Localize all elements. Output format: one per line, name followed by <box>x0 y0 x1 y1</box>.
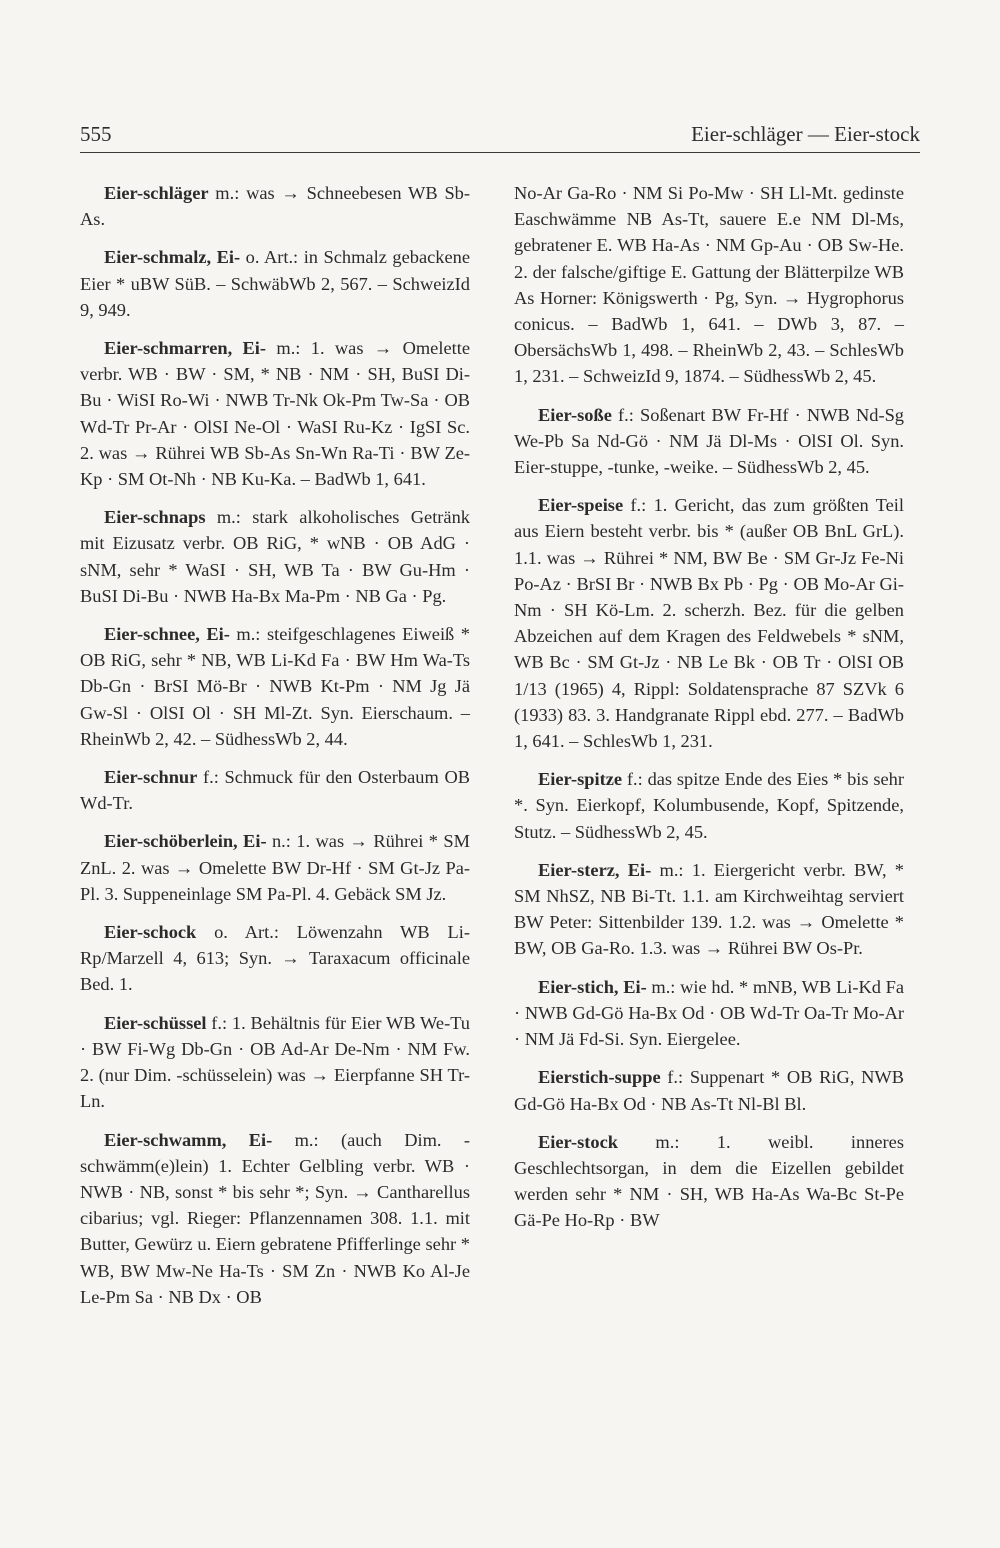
entry-lemma: Eier-schnur <box>104 767 198 788</box>
entry-text: m.: stark alkoholisches Getränk mit Eizusatz verbr. OB RiG, * wNB · OB AdG · sNM, sehr * WaSI · SH, WB Ta · BW Gu-Hm · BuSI Di-Bu · NWB Ha-Bx Ma-Pm · NB Ga · Pg. <box>80 507 470 606</box>
entry-lemma: Eier-schläger <box>104 183 209 203</box>
dictionary-entry <box>514 974 904 1053</box>
entry-lemma: Eier-schüssel <box>104 1012 207 1033</box>
entry-text: f.: 1. Behältnis für Eier WB We-Tu · BW Fi-Wg Db-Gn · OB Ad-Ar De-Nm · NM Fw. 2. (nur Dim. -schüsselein) was → Eierpfanne SH Tr-Ln. <box>80 1012 470 1112</box>
dictionary-entry <box>514 857 904 962</box>
entry-text: m.: 1. was → Omelette verbr. WB · BW · SM, * NB · NM · SH, BuSI Di-Bu · WiSI Ro-Wi · NWB Tr-Nk Ok-Pm Tw-Sa · OB Wd-Tr Pr-Ar · OlSI Ne-Ol · WaSI Ru-Kz · IgSI Sc. 2. was → Rührei WB Sb-As Sn-Wn Ra-Ti · BW Ze-Kp · SM Ot-Nh · NB Ku-Ka. – BadWb 1, 641. <box>80 338 470 490</box>
entry-lemma: Eier-schwamm, Ei- <box>104 1129 273 1150</box>
right-column <box>514 180 904 1246</box>
entry-text: f.: Schmuck für den Osterbaum OB Wd-Tr. <box>80 767 470 814</box>
dictionary-entry <box>80 1127 470 1310</box>
entry-text: m.: was → Schneebesen WB Sb-As. <box>80 183 470 230</box>
dictionary-entry <box>80 764 470 816</box>
entry-lemma: Eier-spitze <box>538 769 623 790</box>
dictionary-entry <box>80 180 470 232</box>
entry-lemma: Eier-soße <box>538 404 612 425</box>
entry-text: m.: (auch Dim. -schwämm(e)lein) 1. Echter Gelbling verbr. WB · NWB · NB, sonst * bis sehr *; Syn. → Cantharellus cibarius; vgl. Rieger: Pflanzennamen 308. 1.1. mit Butter, Gewürz u. Eiern gebratene Pfifferlinge sehr * WB, BW Mw-Ne Ha-Ts · SM Zn · NWB Ko Al-Je Le-Pm Sa · NB Dx · OB <box>80 1129 470 1307</box>
entry-text: f.: 1. Gericht, das zum größten Teil aus Eiern besteht verbr. bis * (außer OB BnL GrL). 1.1. was → Rührei * NM, BW Be · SM Gr-Jz Fe-Ni Po-Az · BrSI Br · NWB Bx Pb · Pg · OB Mo-Ar Gi-Nm · SH Kö-Lm. 2. scherzh. Bez. für die gelben Abzeichen auf dem Kragen des Feldwebels * sNM, WB Bc · SM Gt-Jz · NB Le Bk · OB Tr · OlSI OB 1/13 (1965) 4, Rippl: Soldatensprache 87 SZVk 6 (1933) 83. 3. Handgranate Rippl ebd. 277. – BadWb 1, 641. – SchlesWb 1, 231. <box>514 495 904 752</box>
dictionary-entry <box>514 402 904 481</box>
entry-lemma: Eier-schnee, Ei- <box>104 624 230 645</box>
entry-lemma: Eier-schmalz, Ei- <box>104 247 241 268</box>
entry-text: f.: Suppenart * OB RiG, NWB Gd-Gö Ha-Bx Od · NB As-Tt Nl-Bl Bl. <box>514 1067 904 1114</box>
entry-text: f.: das spitze Ende des Eies * bis sehr *. Syn. Eierkopf, Kolumbusende, Kopf, Spitzende, Stutz. – SüdhessWb 2, 45. <box>514 769 904 842</box>
entry-lemma: Eier-stich, Ei- <box>538 976 647 997</box>
entry-lemma: Eier-speise <box>538 495 624 516</box>
page-number: 555 <box>80 122 112 146</box>
entry-text: m.: steifgeschlagenes Eiweiß * OB RiG, sehr * NB, WB Li-Kd Fa · BW Hm Wa-Ts Db-Gn · BrSI Mö-Br · NWB Kt-Pm · NM Jg Jä Gw-Sl · OlSI Ol · SH Ml-Zt. Syn. Eierschaum. – RheinWb 2, 42. – SüdhessWb 2, 44. <box>80 624 470 749</box>
dictionary-entry-continued <box>514 180 904 390</box>
entry-text: f.: Soßenart BW Fr-Hf · NWB Nd-Sg We-Pb Sa Nd-Gö · NM Jä Dl-Ms · OlSI Ol. Syn. Eier-stuppe, -tunke, -weike. – SüdhessWb 2, 45. <box>514 404 904 478</box>
dictionary-entry <box>514 1064 904 1116</box>
entry-lemma: Eier-stock <box>538 1131 619 1152</box>
entry-text: m.: 1. Eiergericht verbr. BW, * SM NhSZ, NB Bi-Tt. 1.1. am Kirchweihtag serviert BW Peter: Sittenbilder 139. 1.2. was → Omelette * BW, OB Ga-Ro. 1.3. was → Rührei BW Os-Pr. <box>514 859 904 959</box>
entry-lemma: Eier-schnaps <box>104 507 206 528</box>
left-column <box>80 180 470 1322</box>
dictionary-entry <box>80 335 470 492</box>
entry-lemma: Eier-sterz, Ei- <box>538 859 652 880</box>
running-title: Eier-schläger — Eier-stock <box>691 122 920 146</box>
entry-lemma: Eier-schock <box>104 922 197 943</box>
dictionary-entry <box>514 766 904 845</box>
entry-text: m.: 1. weibl. inneres Geschlechtsorgan, in dem die Eizellen gebildet werden sehr * NM · SH, WB Ha-As Wa-Bc St-Pe Gä-Pe Ho-Rp · BW <box>514 1131 904 1231</box>
entry-lemma: Eier-schmarren, Ei- <box>104 338 267 359</box>
dictionary-entry <box>80 621 470 752</box>
dictionary-entry <box>80 828 470 907</box>
dictionary-entry <box>514 1129 904 1234</box>
dictionary-entry <box>514 492 904 754</box>
page-header <box>80 118 920 153</box>
entry-text: n.: 1. was → Rührei * SM ZnL. 2. was → Omelette BW Dr-Hf · SM Gt-Jz Pa-Pl. 3. Suppeneinlage SM Pa-Pl. 4. Gebäck SM Jz. <box>80 831 470 904</box>
entry-text: o. Art.: in Schmalz gebackene Eier * uBW SüB. – SchwäbWb 2, 567. – SchweizId 9, 949. <box>80 247 470 320</box>
dictionary-entry <box>80 504 470 609</box>
entry-text: m.: wie hd. * mNB, WB Li-Kd Fa · NWB Gd-Gö Ha-Bx Od · OB Wd-Tr Oa-Tr Mo-Ar · NM Jä Fd-Si. Syn. Eiergelee. <box>514 976 905 1050</box>
entry-lemma: Eierstich-suppe <box>538 1067 661 1088</box>
dictionary-entry <box>80 919 470 998</box>
entry-lemma: Eier-schöberlein, Ei- <box>104 831 267 852</box>
dictionary-entry <box>80 1010 470 1115</box>
dictionary-entry <box>80 244 470 323</box>
entry-text: No-Ar Ga-Ro · NM Si Po-Mw · SH Ll-Mt. gedinste Easchwämme NB As-Tt, sauere E.e NM Dl-Ms, gebratener E. WB Ha-As · NM Gp-Au · OB Sw-He. 2. der falsche/giftige E. Gattung der Blätterpilze WB As Horner: Königswerth · Pg, Syn. → Hygrophorus conicus. – BadWb 1, 641. – DWb 3, 87. – ObersächsWb 1, 498. – RheinWb 2, 43. – SchlesWb 1, 231. – SchweizId 9, 1874. – SüdhessWb 2, 45. <box>514 183 904 387</box>
entry-text: o. Art.: Löwenzahn WB Li-Rp/Marzell 4, 613; Syn. → Taraxacum officinale Bed. 1. <box>80 922 470 995</box>
